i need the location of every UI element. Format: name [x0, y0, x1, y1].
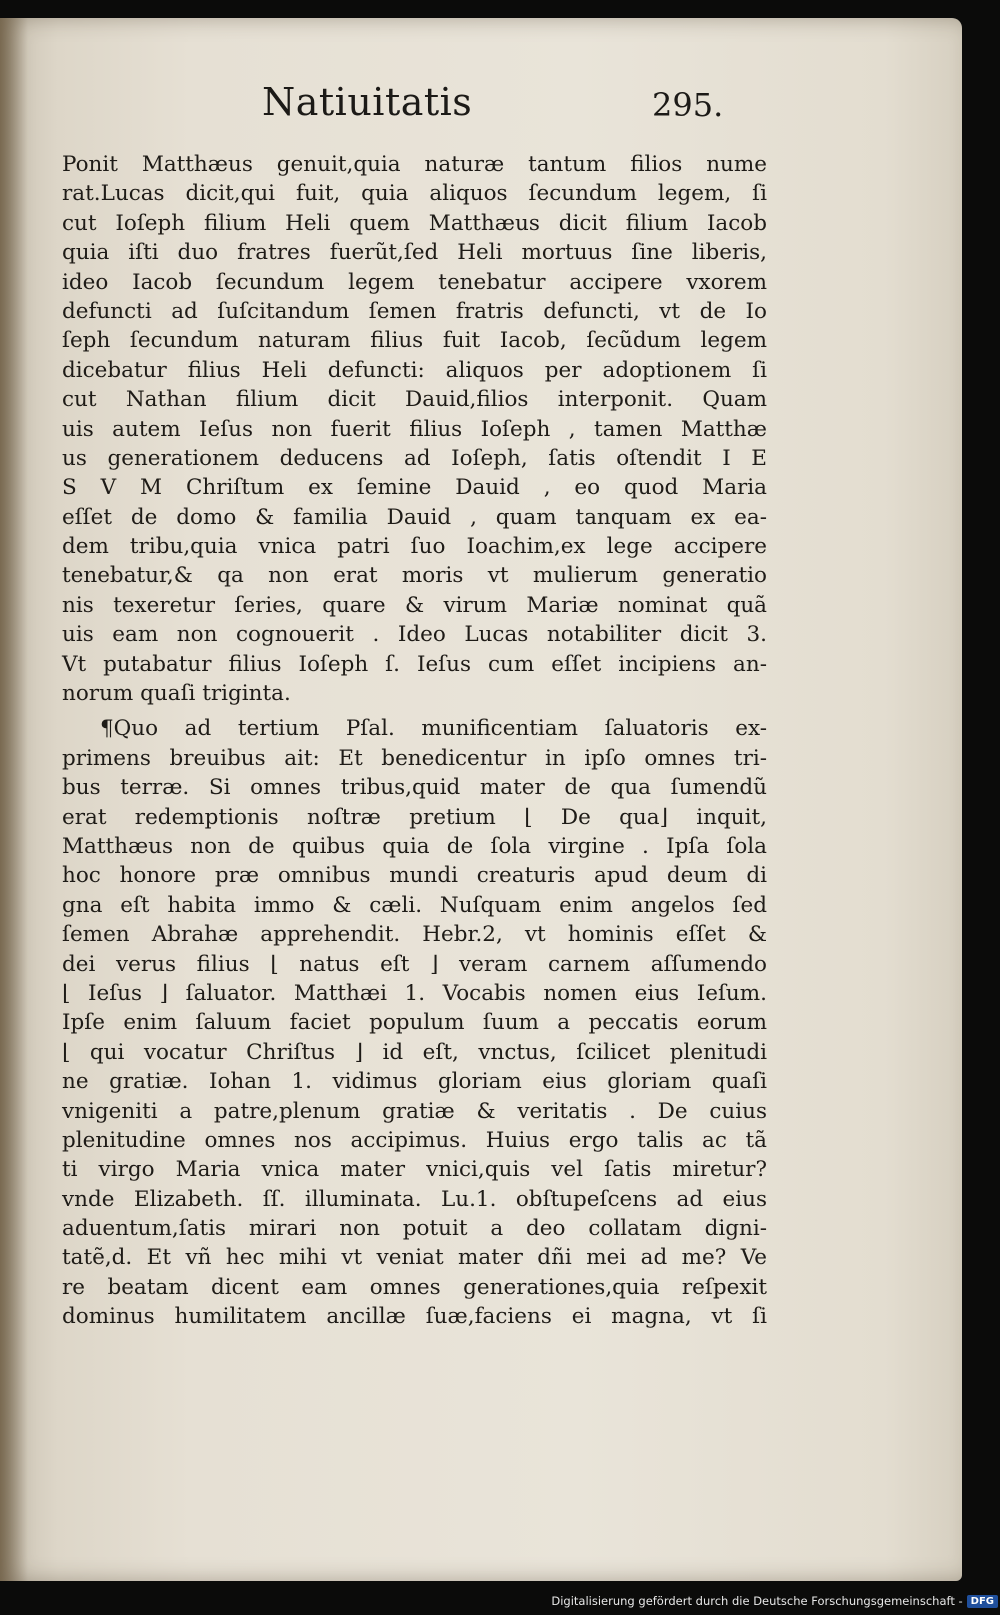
text-line: re beatam dicent eam omnes generationes,quia reſpexit — [62, 1274, 767, 1300]
text-line: dominus humilitatem ancillæ ſuæ,faciens ei magna, vt ſi — [62, 1304, 767, 1330]
page-number: 295. — [652, 86, 724, 124]
text-line: Matthæus non de quibus quia de ſola virgine . Ipſa ſola — [62, 833, 767, 859]
digitization-credit — [551, 1591, 998, 1611]
text-line: S V M Chriſtum ex ſemine Dauid , eo quod Maria — [62, 475, 767, 501]
text-line: uis eam non cognouerit . Ideo Lucas notabiliter dicit 3. — [62, 622, 767, 648]
text-line: norum quaſi triginta. — [62, 681, 291, 707]
text-line: vnigeniti a patre,plenum gratiæ & veritatis . De cuius — [62, 1098, 767, 1124]
text-line: hoc honore præ omnibus mundi creaturis apud deum di — [62, 863, 767, 889]
text-line: aduentum,ſatis mirari non potuit a deo collatam digni- — [62, 1216, 767, 1242]
running-head: Natiuitatis — [262, 80, 473, 124]
body-text — [62, 150, 767, 1332]
text-line: tatẽ,d. Et vñ hec mihi vt veniat mater dñi mei ad me? Ve — [62, 1245, 767, 1271]
text-line: bus terræ. Si omnes tribus,quid mater de qua ſumendũ — [62, 775, 767, 801]
text-line: ti virgo Maria vnica mater vnici,quis vel ſatis miretur? — [62, 1157, 767, 1183]
text-line: dem tribu,quia vnica patri ſuo Ioachim,ex lege accipere — [62, 534, 767, 560]
book-page — [0, 18, 962, 1581]
text-line: erat redemptionis noſtræ pretium ⌊ De qua⌋ inquit, — [62, 804, 767, 830]
page-header — [0, 80, 962, 140]
text-line: Ponit Matthæus genuit,quia naturæ tantum filios nume — [62, 152, 767, 177]
text-line: tenebatur,& qa non erat moris vt mulierum generatio — [62, 563, 767, 589]
text-line: eſſet de domo & familia Dauid , quam tanquam ex ea- — [62, 504, 767, 530]
text-line: rat.Lucas dicit,qui fuit, quia aliquos ſecundum legem, ſi — [62, 181, 767, 207]
text-line: gna eſt habita immo & cæli. Nuſquam enim angelos ſed — [62, 892, 767, 918]
text-line: ⌊ qui vocatur Chriſtus ⌋ id eſt, vnctus, ſcilicet plenitudi — [62, 1039, 767, 1065]
text-line: cut Nathan filium dicit Dauid,filios interponit. Quam — [62, 387, 767, 413]
text-line: Vt putabatur filius Ioſeph ſ. Ieſus cum eſſet incipiens an- — [62, 651, 767, 677]
text-line: quia iſti duo fratres fuerũt,ſed Heli mortuus ſine liberis, — [62, 240, 767, 266]
text-line: ne gratiæ. Iohan 1. vidimus gloriam eius gloriam quaſi — [62, 1069, 767, 1095]
credit-text: Digitalisierung gefördert durch die Deutsche Forschungsgemeinschaft - — [551, 1594, 963, 1608]
text-line: Ipſe enim ſaluum faciet populum ſuum a peccatis eorum — [62, 1010, 767, 1036]
text-line: uis autem Ieſus non fuerit filius Ioſeph , tamen Matthæ — [62, 416, 767, 442]
text-line: primens breuibus ait: Et benedicentur in ipſo omnes tri- — [62, 745, 767, 771]
text-line: nis texeretur ſeries, quare & virum Mariæ nominat quã — [62, 592, 767, 618]
text-line: plenitudine omnes nos accipimus. Huius ergo talis ac tã — [62, 1127, 767, 1153]
text-line: ſemen Abrahæ apprehendit. Hebr.2, vt hominis eſſet & — [62, 922, 767, 948]
text-line: defuncti ad ſuſcitandum ſemen fratris defuncti, vt de Io — [62, 298, 767, 324]
text-line: dei verus filius ⌊ natus eſt ⌋ veram carnem aſſumendo — [62, 951, 767, 977]
text-line: cut Ioſeph filium Heli quem Matthæus dicit filium Iacob — [62, 210, 767, 236]
dfg-logo: DFG — [967, 1595, 998, 1608]
text-line: ideo Iacob ſecundum legem tenebatur accipere vxorem — [62, 269, 767, 295]
text-line: vnde Elizabeth. ſſ. illuminata. Lu.1. obſtupeſcens ad eius — [62, 1186, 767, 1212]
text-line: dicebatur filius Heli defuncti: aliquos per adoptionem ſi — [62, 357, 767, 383]
text-line: us generationem deducens ad Ioſeph, ſatis oſtendit I E — [62, 445, 767, 471]
text-line: ſeph ſecundum naturam filius fuit Iacob, ſecũdum legem — [62, 328, 767, 354]
text-line: ⌊ Ieſus ⌋ ſaluator. Matthæi 1. Vocabis nomen eius Ieſum. — [62, 980, 767, 1006]
text-line: ¶Quo ad tertium Pſal. munificentiam ſaluatoris ex- — [100, 716, 767, 742]
